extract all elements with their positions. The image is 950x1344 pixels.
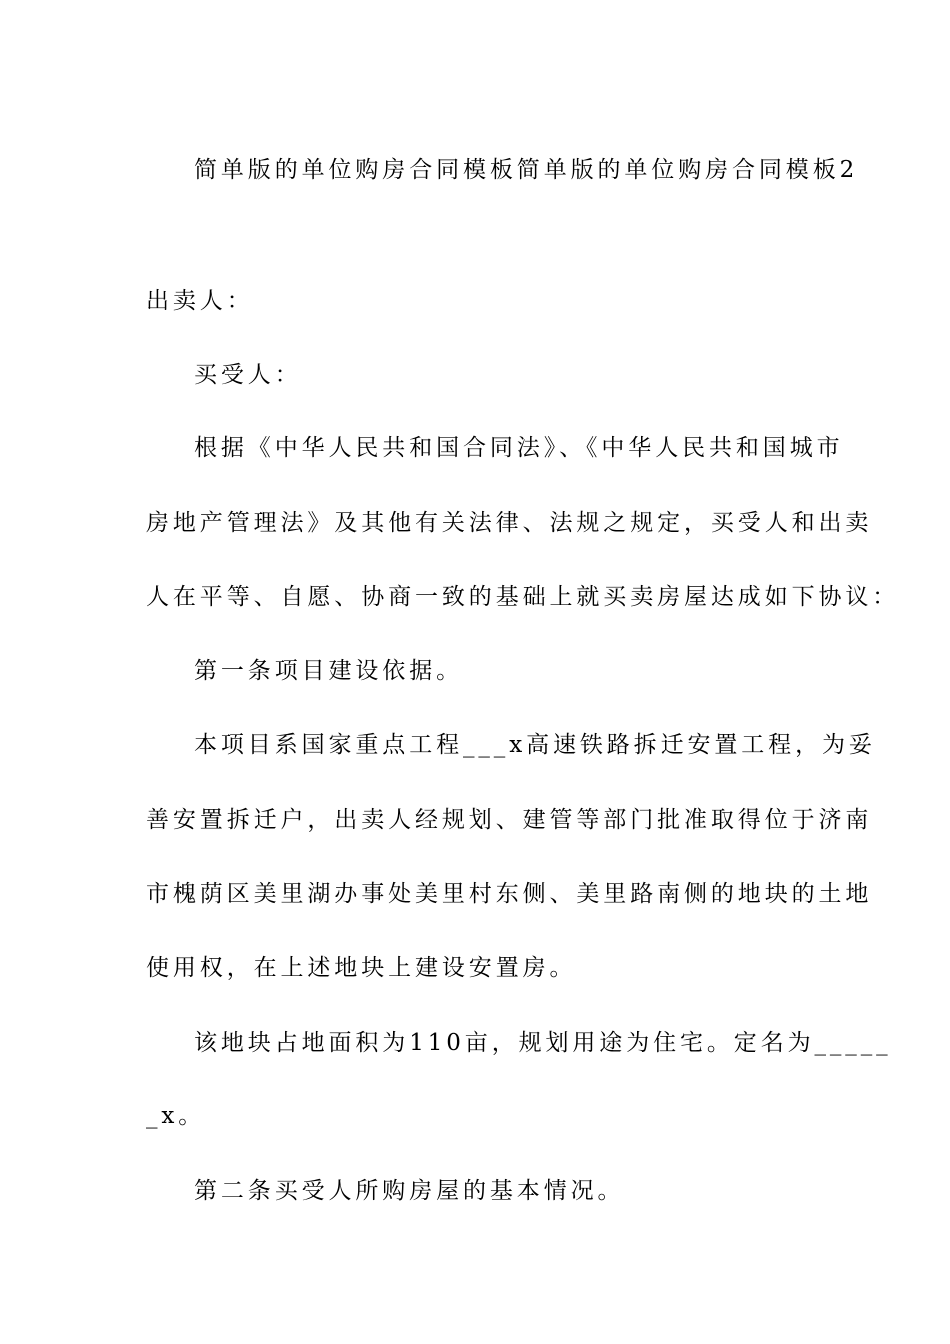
buyer-label: 买受人： [194,362,302,388]
seller-label: 出卖人： [146,288,254,314]
paragraph-line: 该地块占地面积为110亩，规划用途为住宅。定名为_____ [194,1030,892,1056]
paragraph-line: 根据《中华人民共和国合同法》、《中华人民共和国城市 [194,435,844,461]
paragraph-line: 本项目系国家重点工程___x高速铁路拆迁安置工程，为妥 [194,732,876,758]
paragraph-line: 使用权，在上述地块上建设安置房。 [146,955,577,981]
paragraph-line: 善安置拆迁户，出卖人经规划、建管等部门批准取得位于济南 [146,807,873,833]
paragraph-line: 市槐荫区美里湖办事处美里村东侧、美里路南侧的地块的土地 [146,881,873,907]
document-title-line: 简单版的单位购房合同模板简单版的单位购房合同模板2 [194,157,859,183]
paragraph-line: 房地产管理法》及其他有关法律、法规之规定，买受人和出卖 [146,510,873,536]
article-heading: 第二条买受人所购房屋的基本情况。 [194,1178,625,1204]
article-heading: 第一条项目建设依据。 [194,658,463,684]
paragraph-line: 人在平等、自愿、协商一致的基础上就买卖房屋达成如下协议： [146,584,900,610]
paragraph-line: _x。 [146,1103,206,1129]
